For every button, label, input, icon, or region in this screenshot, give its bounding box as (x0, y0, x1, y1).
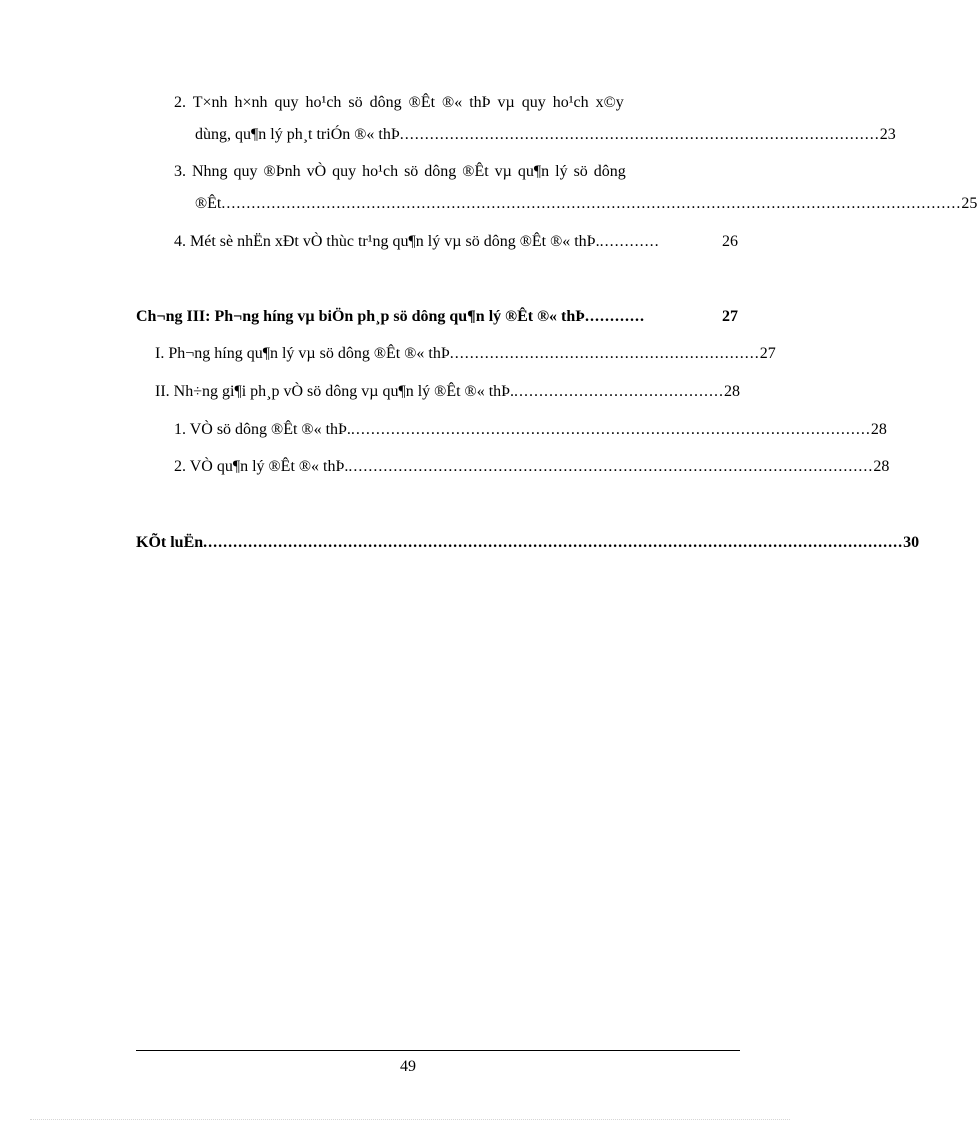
toc-entry[interactable] (195, 194, 977, 214)
toc-entry-text: 4. Mét sè nhËn xÐt vÒ thùc tr¹ng qu¶n lý vµ sö dông ®Êt ®« thÞ. (174, 233, 600, 250)
toc-entry-text: 2. T×nh h×nh quy ho¹ch sö dông ®Êt ®« thÞ vµ quy ho¹ch x©y (174, 94, 624, 111)
toc-page: 25 (961, 195, 977, 212)
toc-entry[interactable] (174, 162, 738, 182)
toc-page: 27 (759, 345, 776, 362)
toc-page: 23 (879, 126, 896, 143)
toc-entry-text: II. Nh÷ng gi¶i ph¸p vÒ sö dông vµ qu¶n lý ®Êt ®« thÞ. (155, 383, 515, 400)
toc-leader: ............ (599, 233, 660, 250)
toc-entry[interactable] (155, 344, 776, 364)
page-break-dotted-line (30, 1119, 790, 1120)
toc-page: 28 (724, 383, 741, 400)
toc-entry-text: I. Ph¬ng híng qu¶n lý vµ sö dông ®Êt ®« thÞ (155, 345, 450, 362)
toc-entry-text: KÕt luËn (136, 534, 204, 551)
toc-chapter-entry[interactable] (136, 533, 920, 553)
toc-page: 27 (722, 308, 738, 325)
toc-entry-text: 2. VÒ qu¶n lý ®Êt ®« thÞ. (174, 458, 349, 475)
toc-chapter-entry[interactable] (136, 307, 738, 327)
toc-page: 30 (903, 534, 920, 551)
toc-entry-text: ®Êt (195, 195, 222, 212)
toc-leader: .............................................................. (449, 345, 760, 362)
footer-divider (136, 1050, 740, 1051)
toc-page: 28 (873, 458, 890, 475)
toc-entry[interactable] (174, 232, 738, 252)
toc-entry[interactable] (195, 125, 896, 145)
toc-leader: .......................................... (514, 383, 725, 400)
toc-page: 26 (722, 233, 738, 250)
toc-entry-text: 1. VÒ sö dông ®Êt ®« thÞ. (174, 421, 351, 438)
toc-leader: .................................................................................................................................................... (221, 195, 962, 212)
toc-entry[interactable] (155, 382, 741, 402)
toc-leader: ........................................................................................................ (350, 421, 871, 438)
toc-leader: ............ (585, 308, 646, 325)
toc-entry[interactable] (174, 457, 890, 477)
toc-page: 28 (870, 421, 887, 438)
toc-leader: ................................................................................................ (399, 126, 880, 143)
page-number: 49 (400, 1058, 416, 1075)
toc-leader: ......................................................................................................... (348, 458, 874, 475)
toc-entry-text: Ch¬ng III: Ph¬ng híng vµ biÖn ph¸p sö dông qu¶n lý ®Êt ®« thÞ (136, 308, 586, 325)
toc-entry-text: 3. Nhng quy ®Þnh vÒ quy ho¹ch sö dông ®Êt vµ qu¶n lý sö dông (174, 163, 626, 180)
toc-leader: ............................................................................................................................................ (203, 534, 904, 551)
toc-entry-text: dùng, qu¶n lý ph¸t triÓn ®« thÞ (195, 126, 400, 143)
toc-entry[interactable] (174, 420, 887, 440)
toc-entry[interactable] (174, 93, 738, 113)
